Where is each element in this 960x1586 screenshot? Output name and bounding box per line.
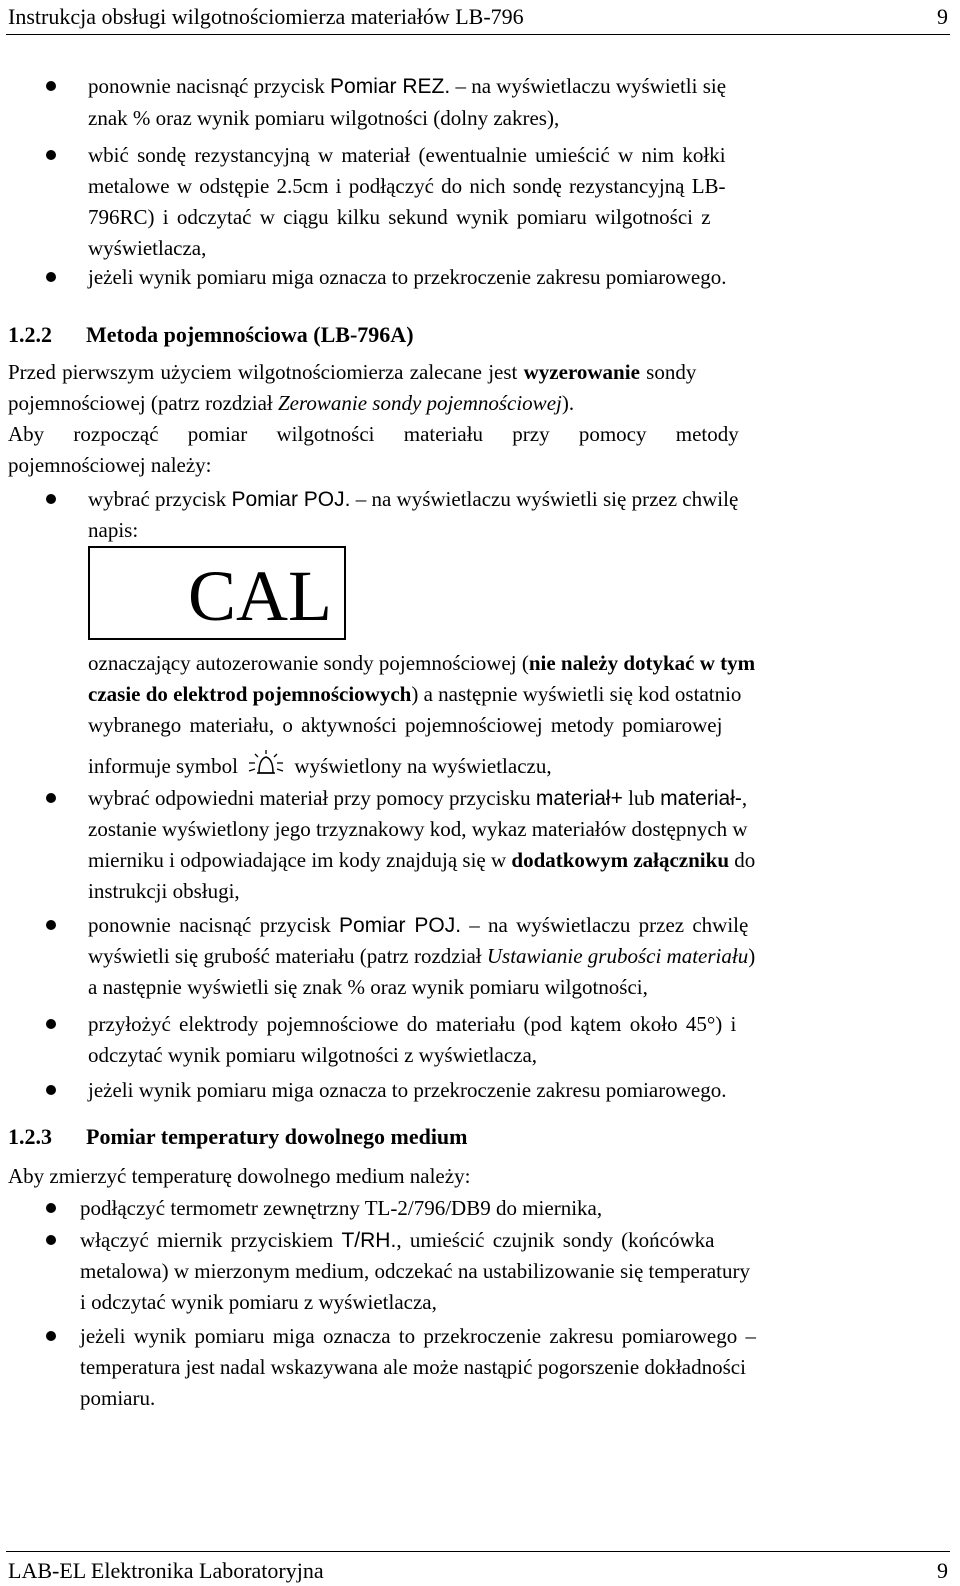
bullet-dot <box>46 1085 56 1095</box>
list-item: włączyć miernik przyciskiem T/RH., umieścić czujnik sondy (końcówka <box>80 1228 715 1252</box>
button-name: Pomiar REZ. <box>330 75 451 98</box>
list-item: mierniku i odpowiadające im kody znajdują się w dodatkowym załączniku do <box>88 848 756 872</box>
active-symbol-icon <box>243 749 289 779</box>
section-heading <box>8 322 414 348</box>
bullet-dot <box>46 81 56 91</box>
page-footer <box>6 1551 950 1586</box>
paragraph: Aby zmierzyć temperaturę dowolnego medium należy: <box>8 1164 471 1188</box>
button-name: materiał+ <box>535 787 623 810</box>
list-item-text: metalowa) w mierzonym medium, odczekać na ustabilizowanie się temperatury <box>80 1259 751 1283</box>
footer-organization: LAB-EL Elektronika Laboratoryjna <box>8 1558 324 1583</box>
paragraph: oznaczający autozerowanie sondy pojemnościowej (nie należy dotykać w tym <box>88 651 756 675</box>
list-item-text: i odczytać wynik pomiaru z wyświetlacza, <box>80 1290 437 1314</box>
header-page-number: 9 <box>937 4 948 29</box>
paragraph: Aby rozpocząć pomiar wilgotności materiału przy pomocy metody <box>8 422 739 446</box>
list-item: wbić sondę rezystancyjną w materiał (ewentualnie umieścić w nim kołki <box>88 143 726 167</box>
list-item-text: zostanie wyświetlony jego trzyznakowy kod, wykaz materiałów dostępnych w <box>88 817 748 841</box>
list-item-text: znak % oraz wynik pomiaru wilgotności (dolny zakres), <box>88 106 560 130</box>
bullet-dot <box>46 150 56 160</box>
list-item-text: napis: <box>88 518 139 542</box>
header-title: Instrukcja obsługi wilgotnościomierza materiałów LB-796 <box>8 4 524 29</box>
paragraph: wybranego materiału, o aktywności pojemnościowej metody pomiarowej <box>88 713 723 737</box>
display-box <box>88 546 346 640</box>
list-item-text: wyświetlacza, <box>88 236 207 260</box>
display-text: CAL <box>188 556 332 636</box>
paragraph: informuje symbol wyświetlony na wyświetlaczu, <box>88 749 552 781</box>
section-heading <box>8 1124 468 1150</box>
list-item: ponownie nacisnąć przycisk Pomiar POJ. – na wyświetlaczu przez chwilę <box>88 913 749 937</box>
section-title: Metoda pojemnościowa (LB-796A) <box>86 322 414 347</box>
list-item-text: pomiaru. <box>80 1386 156 1410</box>
list-item-text: przyłożyć elektrody pojemnościowe do materiału (pod kątem około 45°) i <box>88 1012 737 1036</box>
section-title: Pomiar temperatury dowolnego medium <box>86 1124 468 1149</box>
bullet-dot <box>46 1203 56 1213</box>
list-item-text: a następnie wyświetli się znak % oraz wynik pomiaru wilgotności, <box>88 975 648 999</box>
bullet-dot <box>46 494 56 504</box>
button-name: T/RH. <box>341 1229 397 1252</box>
paragraph: pojemnościowej (patrz rozdział Zerowanie sondy pojemnościowej). <box>8 391 575 415</box>
paragraph: czasie do elektrod pojemnościowych) a następnie wyświetli się kod ostatnio <box>88 682 742 706</box>
bullet-dot <box>46 1019 56 1029</box>
footer-page-number: 9 <box>937 1558 948 1583</box>
list-item-text: jeżeli wynik pomiaru miga oznacza to przekroczenie zakresu pomiarowego. <box>88 1078 727 1102</box>
bullet-dot <box>46 1235 56 1245</box>
bullet-dot <box>46 793 56 803</box>
list-item-text: jeżeli wynik pomiaru miga oznacza to przekroczenie zakresu pomiarowego. <box>88 265 727 289</box>
list-item: wybrać przycisk Pomiar POJ. – na wyświetlaczu wyświetli się przez chwilę <box>88 487 739 511</box>
list-item-text: temperatura jest nadal wskazywana ale może nastąpić pogorszenie dokładności <box>80 1355 746 1379</box>
button-name: materiał- <box>660 787 742 810</box>
list-item-text: podłączyć termometr zewnętrzny TL-2/796/DB9 do miernika, <box>80 1196 603 1220</box>
list-item-text: jeżeli wynik pomiaru miga oznacza to przekroczenie zakresu pomiarowego – <box>80 1324 756 1348</box>
paragraph: pojemnościowej należy: <box>8 453 212 477</box>
list-item-text: odczytać wynik pomiaru wilgotności z wyświetlacza, <box>88 1043 538 1067</box>
list-item: ponownie nacisnąć przycisk Pomiar REZ. – na wyświetlaczu wyświetli się <box>88 74 727 98</box>
list-item-text: 796RC) i odczytać w ciągu kilku sekund wynik pomiaru wilgotności z <box>88 205 711 229</box>
section-number: 1.2.3 <box>8 1124 52 1149</box>
section-number: 1.2.2 <box>8 322 52 347</box>
button-name: Pomiar POJ. <box>231 488 351 511</box>
list-item: wybrać odpowiedni materiał przy pomocy przycisku materiał+ lub materiał-, <box>88 786 748 810</box>
paragraph: Przed pierwszym użyciem wilgotnościomierza zalecane jest wyzerowanie sondy <box>8 360 697 384</box>
bullet-dot <box>46 920 56 930</box>
bullet-dot <box>46 1331 56 1341</box>
list-item-text: metalowe w odstępie 2.5cm i podłączyć do nich sondę rezystancyjną LB- <box>88 174 726 198</box>
list-item: wyświetli się grubość materiału (patrz rozdział Ustawianie grubości materiału) <box>88 944 756 968</box>
page-header <box>6 0 950 35</box>
button-name: Pomiar POJ. <box>339 914 462 937</box>
bullet-dot <box>46 272 56 282</box>
list-item-text: instrukcji obsługi, <box>88 879 240 903</box>
